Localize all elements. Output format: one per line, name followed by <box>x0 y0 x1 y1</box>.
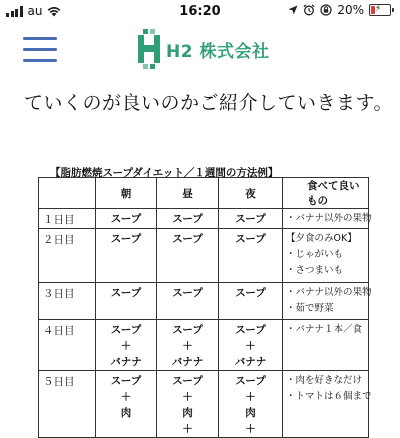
orientation-lock-icon <box>320 4 332 16</box>
dinner-cell <box>219 371 283 438</box>
carrier-label: au <box>27 4 43 18</box>
site-logo[interactable] <box>138 29 269 69</box>
dinner-cell <box>219 320 283 371</box>
day-cell: ５日目 <box>39 371 96 438</box>
meal-item: ＋ <box>245 391 256 403</box>
allowed-food-item: ・茹で野菜 <box>286 303 334 314</box>
meal-item: スープ <box>110 233 142 245</box>
meal-item: バナナ <box>110 356 142 368</box>
status-bar <box>0 0 400 24</box>
allowed-foods-cell <box>283 229 369 283</box>
breakfast-cell <box>96 209 157 229</box>
allowed-foods-cell <box>283 371 372 438</box>
header-cell-allowed-foods: 食べて良いもの <box>283 178 369 209</box>
location-icon <box>288 5 298 15</box>
lead-paragraph: ていくのが良いのかご紹介していきます。 <box>24 92 393 114</box>
allowed-food-item: ・トマトは６個まで <box>286 391 372 402</box>
meal-item: ＋ <box>245 423 256 435</box>
allowed-foods-cell <box>283 209 372 229</box>
dinner-cell <box>219 209 283 229</box>
h2-logo-icon <box>138 29 160 69</box>
hamburger-line <box>23 37 57 40</box>
meal-item: スープ <box>172 375 203 387</box>
dinner-cell <box>219 229 283 283</box>
table-row <box>39 229 369 283</box>
allowed-food-item: ・肉を好きなだけ <box>286 375 363 386</box>
battery-icon <box>369 4 391 16</box>
breakfast-cell <box>96 320 157 371</box>
meal-item: バナナ <box>234 356 267 368</box>
header-cell-lunch: 昼 <box>157 178 219 209</box>
meal-item: 肉 <box>182 407 193 419</box>
lunch-cell <box>157 209 219 229</box>
lunch-cell <box>157 283 219 320</box>
allowed-food-item: ・バナナ１本／食 <box>286 324 363 335</box>
meal-item: スープ <box>110 375 142 387</box>
status-time: 16:20 <box>179 4 221 19</box>
allowed-food-item: ・さつまいも <box>286 265 344 276</box>
meal-item: 肉 <box>120 407 132 419</box>
header-cell-dinner: 夜 <box>219 178 283 209</box>
site-header <box>0 24 400 74</box>
alarm-icon <box>303 4 315 16</box>
meal-item: スープ <box>172 324 203 336</box>
meal-item: ＋ <box>182 391 193 403</box>
meal-item: スープ <box>172 233 203 245</box>
breakfast-cell <box>96 229 157 283</box>
allowed-foods-cell <box>283 320 369 371</box>
lunch-cell <box>157 320 219 371</box>
meal-item: ＋ <box>120 391 132 403</box>
battery-cap <box>392 8 394 12</box>
meal-item: ＋ <box>182 340 193 352</box>
day-cell: １日目 <box>39 209 96 229</box>
meal-item: スープ <box>110 213 142 225</box>
meal-item: バナナ <box>171 356 204 368</box>
meal-item: スープ <box>235 233 266 245</box>
table-body <box>39 209 372 438</box>
meal-item: スープ <box>110 287 142 299</box>
table-header-row <box>39 178 369 209</box>
table-row <box>39 209 369 229</box>
meal-item: ＋ <box>245 340 256 352</box>
hamburger-line <box>23 48 57 51</box>
meal-item: ＋ <box>182 423 193 435</box>
table-row <box>39 283 369 320</box>
meal-item: 肉 <box>245 407 256 419</box>
day-cell: ３日目 <box>39 283 96 320</box>
meal-item: スープ <box>235 287 266 299</box>
hamburger-menu-button[interactable] <box>23 37 57 62</box>
breakfast-cell <box>96 283 157 320</box>
meal-item: ＋ <box>120 340 132 352</box>
lunch-cell <box>157 371 219 438</box>
meal-item: スープ <box>235 213 266 225</box>
header-cell-breakfast: 朝 <box>96 178 157 209</box>
meal-item: スープ <box>110 324 142 336</box>
meal-item: スープ <box>235 324 266 336</box>
header-cell-day <box>39 178 96 209</box>
battery-percent: 20% <box>337 3 364 17</box>
status-right <box>288 3 394 17</box>
allowed-foods-cell <box>283 283 372 320</box>
dinner-cell <box>219 283 283 320</box>
breakfast-cell <box>96 371 157 438</box>
day-cell: ２日目 <box>39 229 96 283</box>
table-row <box>39 320 369 371</box>
day-cell: ４日目 <box>39 320 96 371</box>
table-row <box>39 371 369 438</box>
lunch-cell <box>157 229 219 283</box>
allowed-food-item: 【夕食のみOK】 <box>286 233 357 244</box>
meal-item: スープ <box>235 375 266 387</box>
allowed-food-item: ・バナナ以外の果物 <box>286 213 372 224</box>
table-title: 【脂肪燃焼スープダイエット／１週間の方法例】 <box>50 167 279 179</box>
charging-bolt-icon: ⚡ <box>375 4 382 14</box>
meal-item: スープ <box>172 287 203 299</box>
meal-item: スープ <box>172 213 203 225</box>
allowed-food-item: ・じゃがいも <box>286 249 344 260</box>
logo-text: H2 株式会社 <box>166 41 270 62</box>
hamburger-line <box>23 59 57 62</box>
allowed-food-item: ・バナナ以外の果物 <box>286 287 372 298</box>
diet-plan-table <box>38 177 372 438</box>
